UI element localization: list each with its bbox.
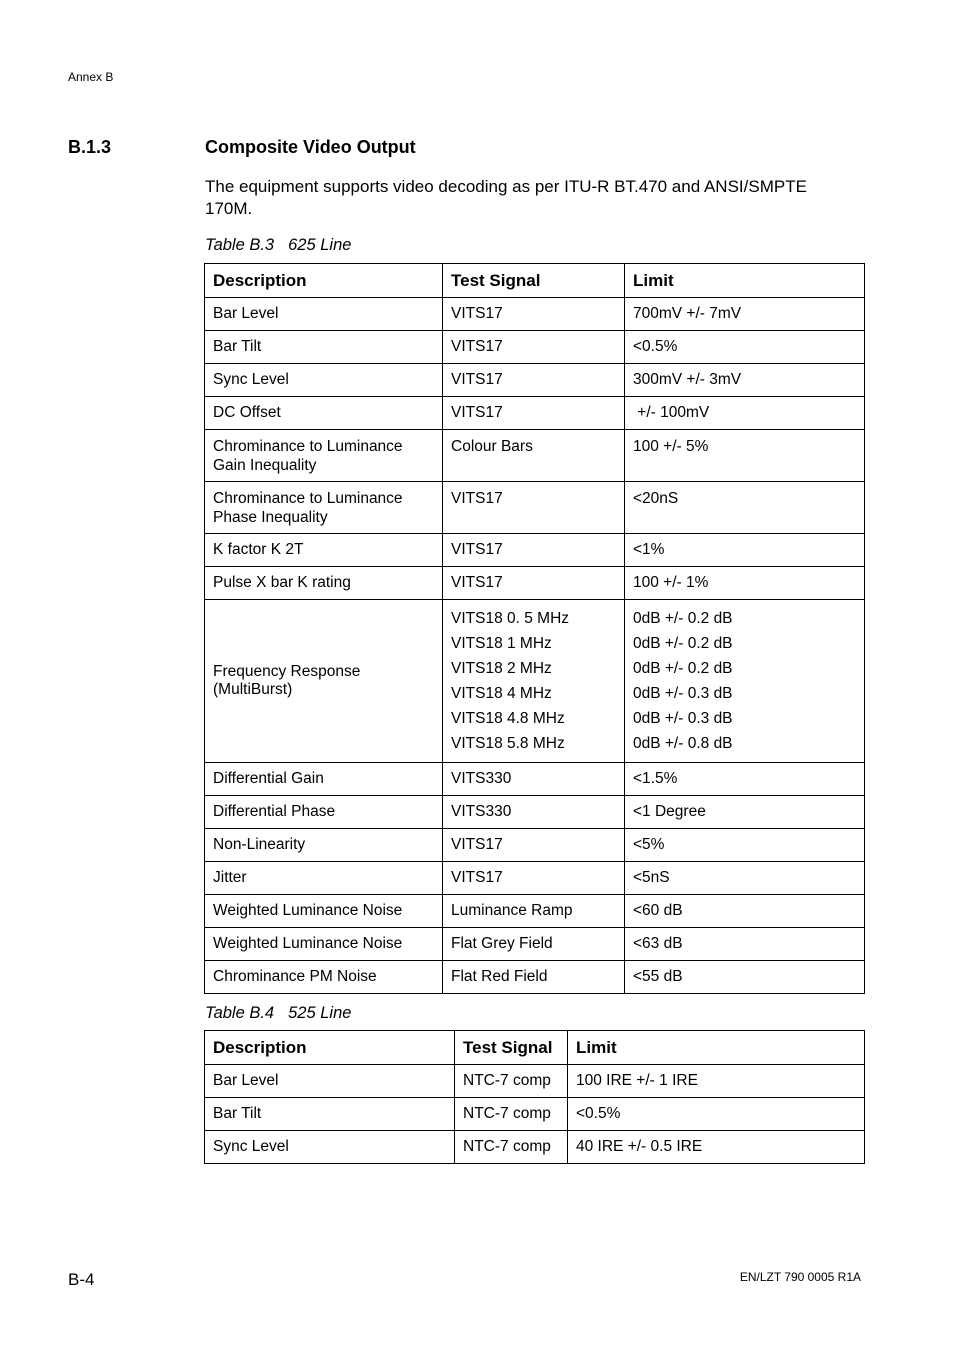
cell-limit: +/- 100mV bbox=[625, 397, 865, 430]
section-number: B.1.3 bbox=[68, 137, 112, 157]
header-description: Description bbox=[205, 264, 443, 298]
cell-limit: <5% bbox=[625, 829, 865, 862]
intro-paragraph: The equipment supports video decoding as per ITU-R BT.470 and ANSI/SMPTE 170M. bbox=[205, 177, 807, 218]
cell-test-signal: Colour Bars bbox=[443, 430, 625, 482]
cell-description: Differential Phase bbox=[205, 796, 443, 829]
running-header: Annex B bbox=[68, 70, 114, 84]
header-test-signal: Test Signal bbox=[455, 1031, 568, 1065]
cell-description: Bar Tilt bbox=[205, 331, 443, 364]
cell-limit: <5nS bbox=[625, 862, 865, 895]
table-row bbox=[205, 1131, 865, 1164]
cell-limit: <1 Degree bbox=[625, 796, 865, 829]
cell-description: Bar Level bbox=[205, 1065, 455, 1098]
cell-test-signal: VITS17 bbox=[443, 482, 625, 534]
caption-title: 625 Line bbox=[288, 236, 352, 254]
cell-test-signal: VITS330 bbox=[443, 796, 625, 829]
cell-test-signal: VITS17 bbox=[443, 364, 625, 397]
cell-test-signal: Flat Red Field bbox=[443, 961, 625, 994]
cell-test-signal: Luminance Ramp bbox=[443, 895, 625, 928]
caption-title: 525 Line bbox=[288, 1004, 352, 1022]
cell-test-signal: NTC-7 comp bbox=[455, 1131, 568, 1164]
cell-test-signal: NTC-7 comp bbox=[455, 1065, 568, 1098]
cell-description: Non-Linearity bbox=[205, 829, 443, 862]
table-row bbox=[205, 862, 865, 895]
table-row bbox=[205, 961, 865, 994]
document-id: EN/LZT 790 0005 R1A bbox=[739, 1270, 861, 1284]
table-header-row bbox=[205, 264, 865, 298]
cell-description: Differential Gain bbox=[205, 763, 443, 796]
cell-description: Frequency Response (MultiBurst) bbox=[205, 600, 443, 763]
cell-limit: 300mV +/- 3mV bbox=[625, 364, 865, 397]
table-header-row bbox=[205, 1031, 865, 1065]
table-row bbox=[205, 482, 865, 534]
cell-test-signal: VITS17 bbox=[443, 298, 625, 331]
cell-description: DC Offset bbox=[205, 397, 443, 430]
cell-description: Bar Level bbox=[205, 298, 443, 331]
cell-test-signal: VITS17 bbox=[443, 567, 625, 600]
cell-limit: 0dB +/- 0.2 dB 0dB +/- 0.2 dB 0dB +/- 0.2 dB 0dB +/- 0.3 dB 0dB +/- 0.3 dB 0dB +/- 0.8 dB bbox=[625, 600, 865, 763]
table-row bbox=[205, 1098, 865, 1131]
table-row bbox=[205, 1065, 865, 1098]
table-row bbox=[205, 298, 865, 331]
table-625-caption bbox=[205, 236, 351, 255]
cell-description: Weighted Luminance Noise bbox=[205, 895, 443, 928]
header-description: Description bbox=[205, 1031, 455, 1065]
cell-limit: <20nS bbox=[625, 482, 865, 534]
page-number: B-4 bbox=[68, 1270, 95, 1289]
header-limit: Limit bbox=[568, 1031, 865, 1065]
table-row bbox=[205, 331, 865, 364]
cell-test-signal: VITS18 0. 5 MHz VITS18 1 MHz VITS18 2 MHz VITS18 4 MHz VITS18 4.8 MHz VITS18 5.8 MHz bbox=[443, 600, 625, 763]
table-row bbox=[205, 928, 865, 961]
table-row bbox=[205, 364, 865, 397]
cell-limit: <0.5% bbox=[568, 1098, 865, 1131]
cell-limit: <60 dB bbox=[625, 895, 865, 928]
cell-description: Chrominance to Luminance Gain Inequality bbox=[205, 430, 443, 482]
header-test-signal: Test Signal bbox=[443, 264, 625, 298]
cell-description: Bar Tilt bbox=[205, 1098, 455, 1131]
table-row bbox=[205, 600, 865, 763]
cell-limit: 700mV +/- 7mV bbox=[625, 298, 865, 331]
cell-limit: 100 +/- 5% bbox=[625, 430, 865, 482]
cell-limit: <0.5% bbox=[625, 331, 865, 364]
header-limit: Limit bbox=[625, 264, 865, 298]
cell-limit: 100 +/- 1% bbox=[625, 567, 865, 600]
table-row bbox=[205, 763, 865, 796]
cell-test-signal: VITS330 bbox=[443, 763, 625, 796]
cell-description: Chrominance PM Noise bbox=[205, 961, 443, 994]
table-row bbox=[205, 430, 865, 482]
table-row bbox=[205, 534, 865, 567]
table-row bbox=[205, 397, 865, 430]
table-row bbox=[205, 796, 865, 829]
cell-description: Sync Level bbox=[205, 364, 443, 397]
cell-test-signal: VITS17 bbox=[443, 829, 625, 862]
cell-description: Pulse X bar K rating bbox=[205, 567, 443, 600]
cell-description: K factor K 2T bbox=[205, 534, 443, 567]
table-625-line bbox=[204, 263, 865, 994]
cell-limit: <55 dB bbox=[625, 961, 865, 994]
cell-test-signal: VITS17 bbox=[443, 331, 625, 364]
cell-description: Jitter bbox=[205, 862, 443, 895]
cell-test-signal: VITS17 bbox=[443, 534, 625, 567]
cell-description: Weighted Luminance Noise bbox=[205, 928, 443, 961]
section-title: Composite Video Output bbox=[205, 137, 416, 157]
cell-description: Sync Level bbox=[205, 1131, 455, 1164]
cell-limit: <63 dB bbox=[625, 928, 865, 961]
table-525-caption bbox=[205, 1004, 351, 1023]
cell-limit: <1.5% bbox=[625, 763, 865, 796]
caption-number: Table B.4 bbox=[205, 1004, 275, 1022]
table-row bbox=[205, 895, 865, 928]
cell-limit: 40 IRE +/- 0.5 IRE bbox=[568, 1131, 865, 1164]
caption-number: Table B.3 bbox=[205, 236, 275, 254]
table-525-line bbox=[204, 1030, 865, 1164]
cell-test-signal: VITS17 bbox=[443, 397, 625, 430]
cell-test-signal: VITS17 bbox=[443, 862, 625, 895]
table-row bbox=[205, 829, 865, 862]
cell-description: Chrominance to Luminance Phase Inequality bbox=[205, 482, 443, 534]
cell-test-signal: NTC-7 comp bbox=[455, 1098, 568, 1131]
cell-limit: 100 IRE +/- 1 IRE bbox=[568, 1065, 865, 1098]
table-row bbox=[205, 567, 865, 600]
cell-test-signal: Flat Grey Field bbox=[443, 928, 625, 961]
cell-limit: <1% bbox=[625, 534, 865, 567]
